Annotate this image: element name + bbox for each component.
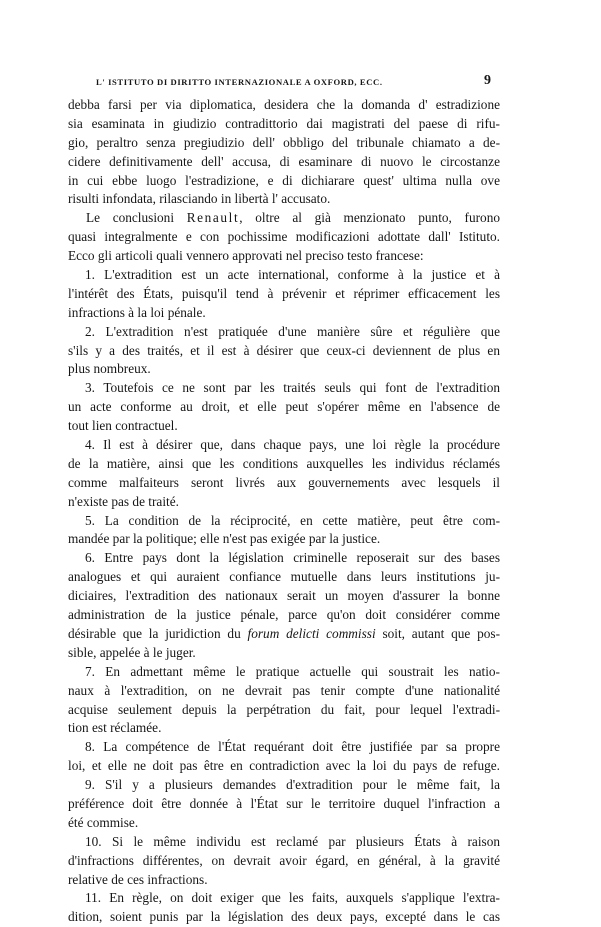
text-line: dition, soient punis par la législation des deux pays, excepté dans le cas bbox=[68, 909, 500, 925]
text-line: Le conclusioni Renault, oltre al già menzionato punto, furono bbox=[86, 210, 500, 226]
text-line: l'intérêt des États, puisqu'il tend à prévenir et réprimer efficacement les bbox=[68, 285, 500, 301]
text-line: risulti infondata, rilasciando in libertà l' accusato. bbox=[68, 191, 331, 207]
text-line: 5. La condition de la réciprocité, en cette matière, peut être com- bbox=[85, 512, 500, 528]
text-line: tout lien contractuel. bbox=[68, 418, 178, 434]
text-line: 3. Toutefois ce ne sont par les traités seuls qui font de l'extradition bbox=[85, 380, 500, 396]
text-line: 9. S'il y a plusieurs demandes d'extradition pour le même fait, la bbox=[85, 777, 500, 793]
text-line: gio, peraltro senza pregiudizio dell' obbligo del tribunale chiamato a de- bbox=[68, 134, 500, 150]
text-line: désirable que la juridiction du forum delicti commissi soit, autant que pos- bbox=[68, 625, 500, 641]
author-name: Renault bbox=[186, 210, 240, 226]
text-line: 10. Si le même individu est reclamé par plusieurs États à raison bbox=[85, 833, 500, 849]
text-line: in cui ebbe luogo l'estradizione, e di dichiarare quest' ultima nulla ove bbox=[68, 172, 500, 188]
text-line: tion est réclamée. bbox=[68, 720, 162, 736]
text-line: été commise. bbox=[68, 814, 139, 830]
text-line: analogues et qui auraient confiance mutuelle dans leurs institutions ju- bbox=[68, 569, 500, 585]
text-line: préférence doit être donnée à l'État sur le territoire duquel l'infraction a bbox=[68, 795, 500, 811]
text-line: Ecco gli articoli quali vennero approvati nel preciso testo francese: bbox=[68, 248, 424, 264]
text-line: acquise seulement depuis la perpétration du fait, pour lequel l'extradi- bbox=[68, 701, 500, 717]
text-line: d'infractions différentes, on devrait avoir égard, en général, à la gravité bbox=[68, 852, 500, 868]
text-line: n'existe pas de traité. bbox=[68, 493, 179, 509]
text-line: sible, appelée à le juger. bbox=[68, 644, 196, 660]
body-text bbox=[68, 96, 500, 927]
text-line: cidere definitivamente dell' accusa, di esaminare di nuovo le circostanze bbox=[68, 153, 500, 169]
text-line: 7. En admettant même le pratique actuelle qui soustrait les natio- bbox=[85, 663, 500, 679]
text-line: sia esaminata in giudizio contradittorio dai magistrati del paese di rifu- bbox=[68, 115, 500, 131]
text-line: infractions à la loi pénale. bbox=[68, 304, 206, 320]
text-line: s'ils y a des traités, et il est à désirer que ceux-ci deviennent de plus en bbox=[68, 342, 500, 358]
text-line: diciaires, l'extradition des nationaux serait un moyen d'assurer la bonne bbox=[68, 588, 500, 604]
text-line: quasi integralmente e con pochissime modificazioni adottate dall' Istituto. bbox=[68, 229, 500, 245]
text-line: administration de la justice pénale, parce qu'on doit considérer comme bbox=[68, 607, 500, 623]
text-line: mandée par la politique; elle n'est pas exigée par la justice. bbox=[68, 531, 381, 547]
page-number: 9 bbox=[484, 73, 491, 88]
italic-phrase: forum delicti commissi bbox=[247, 625, 376, 641]
text-line: plus nombreux. bbox=[68, 361, 151, 377]
text-line: naux à l'extradition, on ne devrait pas tenir compte d'une nationalité bbox=[68, 682, 500, 698]
text-line: 4. Il est à désirer que, dans chaque pays, une loi règle la procédure bbox=[85, 437, 500, 453]
text-line: 1. L'extradition est un acte international, conforme à la justice et à bbox=[85, 267, 500, 283]
text-line: relative de ces infractions. bbox=[68, 871, 208, 887]
text-line: 6. Entre pays dont la législation criminelle reposerait sur des bases bbox=[85, 550, 500, 566]
text-line: 11. En règle, on doit exiger que les faits, auxquels s'applique l'extra- bbox=[85, 890, 500, 906]
text-line: 8. La compétence de l'État requérant doit être justifiée par sa propre bbox=[85, 739, 500, 755]
text-line: de la matière, ainsi que les conditions auxquelles les individus réclamés bbox=[68, 455, 500, 471]
text-line: un acte conforme au droit, et elle peut s'opérer même en l'absence de bbox=[68, 399, 500, 415]
text-line: loi, et elle ne doit pas être en contradiction avec la loi du pays de refuge. bbox=[68, 758, 500, 774]
text-line: comme malfaiteurs seront livrés aux gouvernements avec lesquels il bbox=[68, 474, 500, 490]
running-head: L' ISTITUTO DI DIRITTO INTERNAZIONALE A OXFORD, ECC. bbox=[96, 77, 383, 87]
text-line: debba farsi per via diplomatica, desidera che la domanda d' estradizione bbox=[68, 97, 500, 112]
text-line: 2. L'extradition n'est pratiquée d'une manière sûre et régulière que bbox=[85, 323, 500, 339]
